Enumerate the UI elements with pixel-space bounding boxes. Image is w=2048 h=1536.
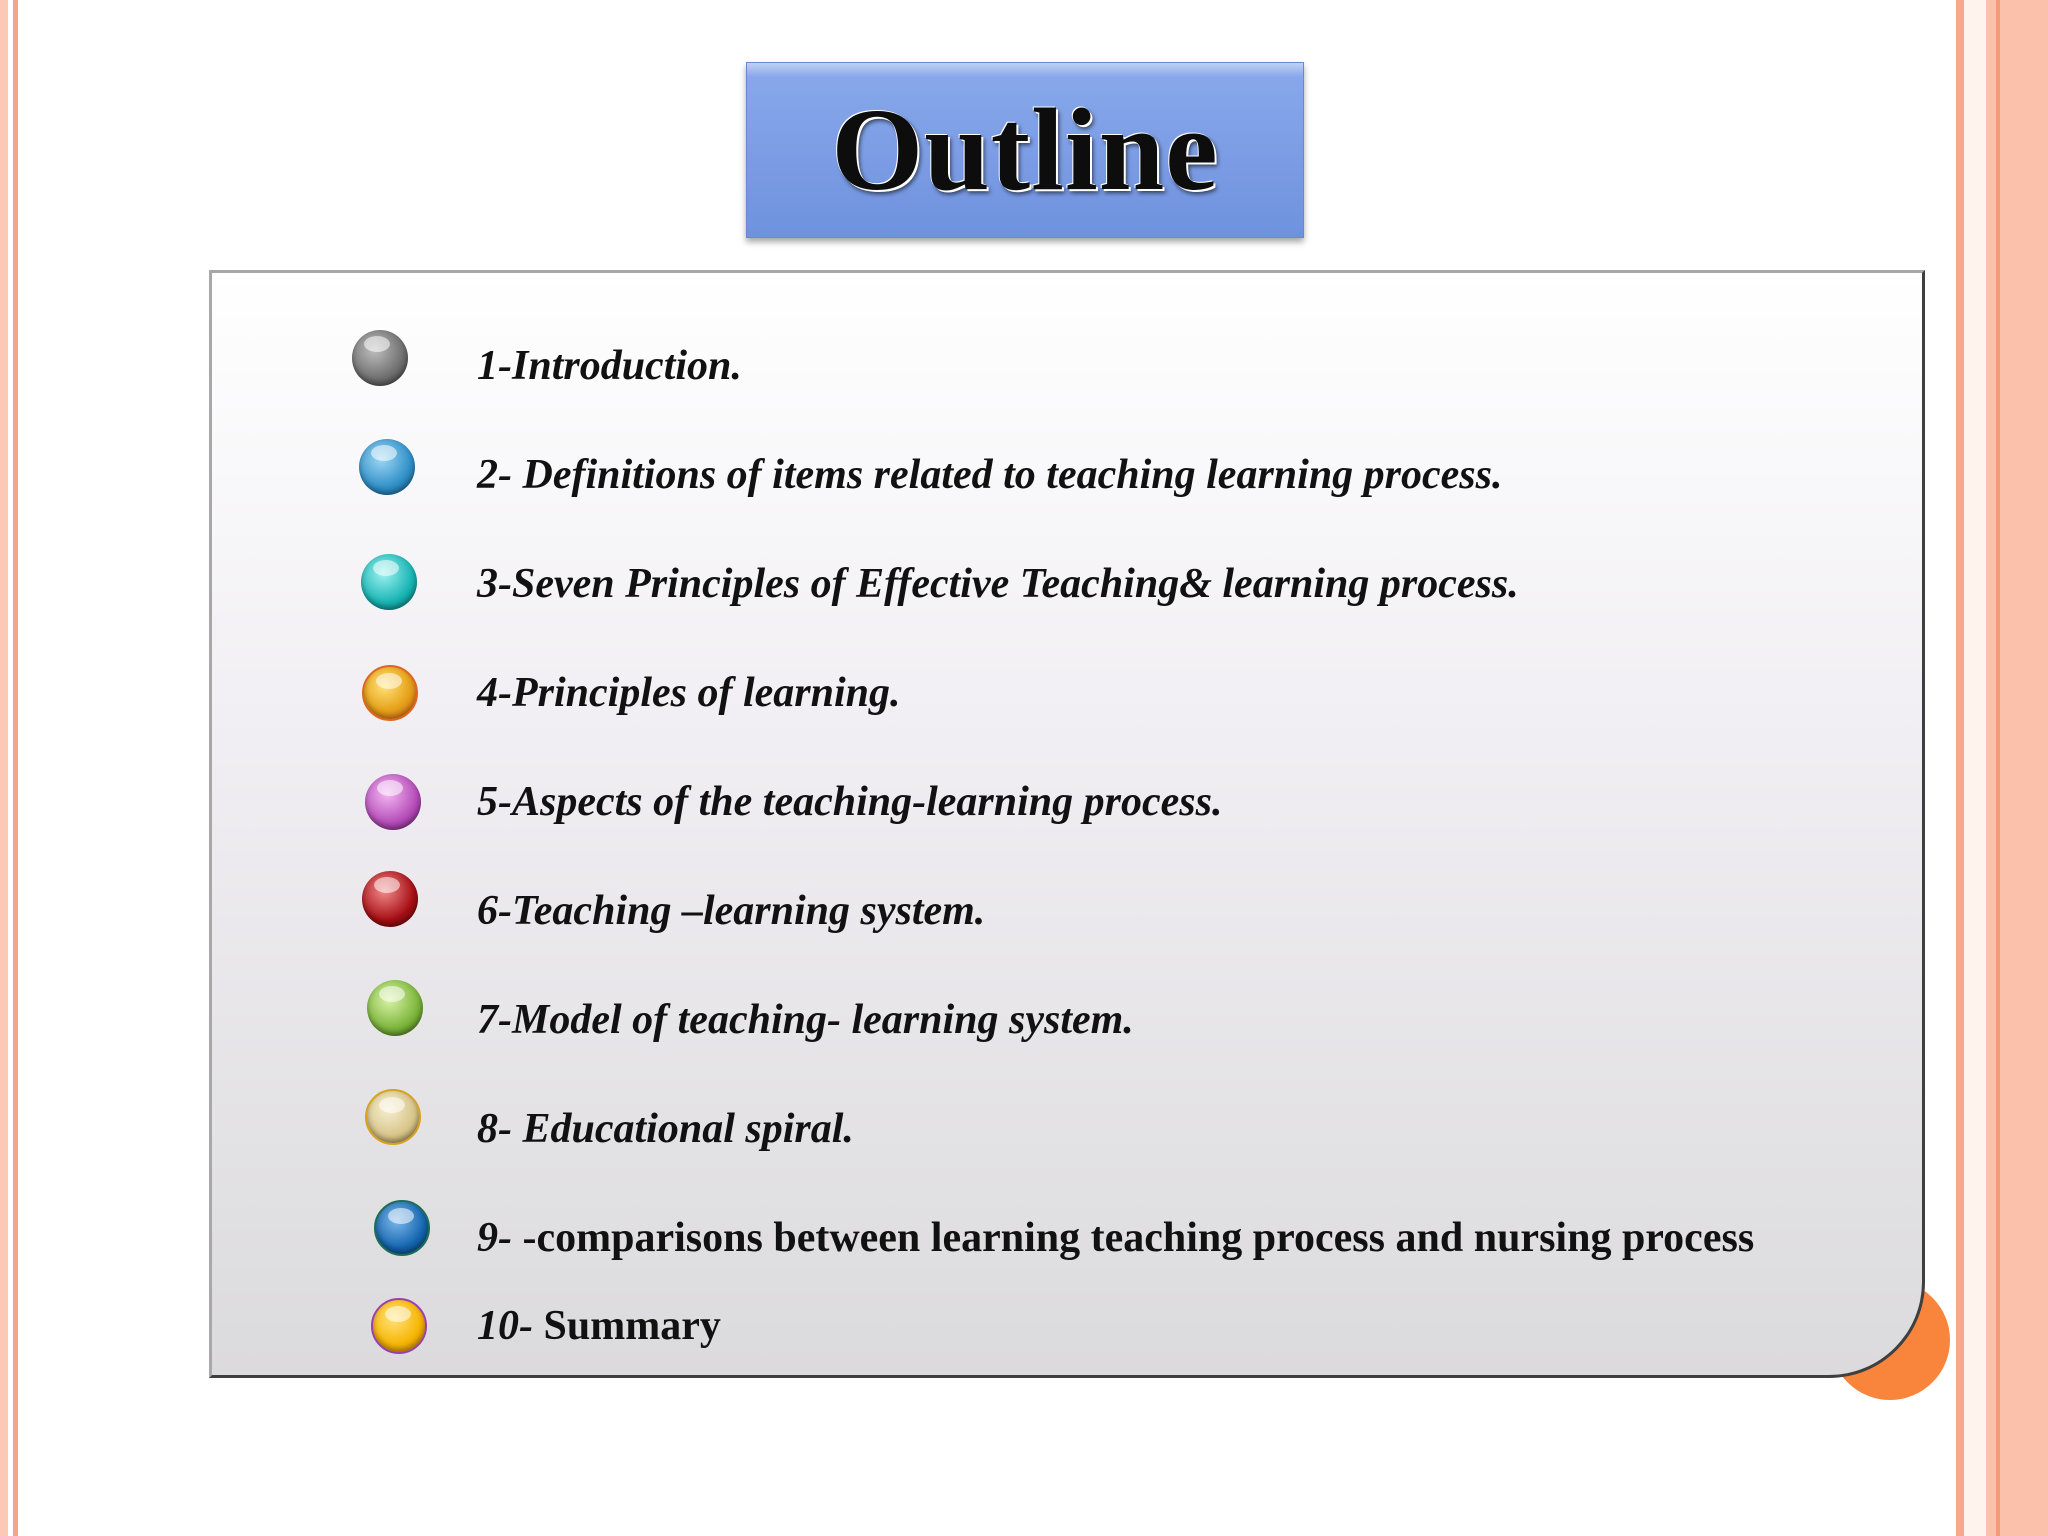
outline-panel — [209, 270, 1925, 1378]
slide-title: Outline — [831, 84, 1219, 215]
title-banner — [746, 62, 1304, 238]
tan-bullet-icon — [365, 1089, 421, 1145]
outline-item-10 — [212, 1296, 1922, 1356]
left-border-decoration — [0, 0, 24, 1536]
dark-blue-bullet-icon — [374, 1200, 430, 1256]
outline-item-text: -comparisons between learning teaching process and nursing process — [512, 1215, 1755, 1261]
outline-item-label — [477, 1208, 1754, 1268]
outline-item-7 — [212, 990, 1922, 1050]
left-stripe-inner — [13, 0, 18, 1536]
outline-item-text: Summary — [533, 1303, 721, 1349]
right-stripe-2 — [1964, 0, 1986, 1536]
green-bullet-icon — [367, 980, 423, 1036]
outline-item-label — [477, 1296, 721, 1356]
left-stripe-outer — [0, 0, 8, 1536]
blue-bullet-icon — [359, 439, 415, 495]
outline-item-label: 5-Aspects of the teaching-learning process. — [477, 779, 1223, 825]
outline-item-5 — [212, 772, 1922, 832]
outline-item-3 — [212, 554, 1922, 614]
outline-item-label: 1-Introduction. — [477, 343, 742, 389]
purple-bullet-icon — [365, 774, 421, 830]
right-border-decoration — [1956, 0, 2048, 1536]
red-bullet-icon — [362, 871, 418, 927]
orange-bullet-icon — [362, 665, 418, 721]
outline-item-label: 3-Seven Principles of Effective Teaching& learning process. — [477, 561, 1519, 607]
outline-list — [212, 273, 1922, 1375]
outline-item-label: 4-Principles of learning. — [477, 670, 901, 716]
outline-item-label: 6-Teaching –learning system. — [477, 888, 986, 934]
yellow-bullet-icon — [371, 1298, 427, 1354]
outline-item-6 — [212, 881, 1922, 941]
outline-item-9 — [212, 1208, 1922, 1268]
outline-item-label: 7-Model of teaching- learning system. — [477, 997, 1134, 1043]
outline-item-number: 9- — [477, 1215, 512, 1261]
outline-item-number: 10- — [477, 1303, 533, 1349]
teal-bullet-icon — [361, 554, 417, 610]
right-stripe-4 — [1996, 0, 2000, 1536]
outline-item-label: 8- Educational spiral. — [477, 1106, 854, 1152]
outline-item-label: 2- Definitions of items related to teaching learning process. — [477, 452, 1503, 498]
gray-bullet-icon — [352, 330, 408, 386]
outline-item-1 — [212, 336, 1922, 396]
outline-item-2 — [212, 445, 1922, 505]
outline-item-4 — [212, 663, 1922, 723]
outline-item-8 — [212, 1099, 1922, 1159]
right-stripe-1 — [1956, 0, 1964, 1536]
